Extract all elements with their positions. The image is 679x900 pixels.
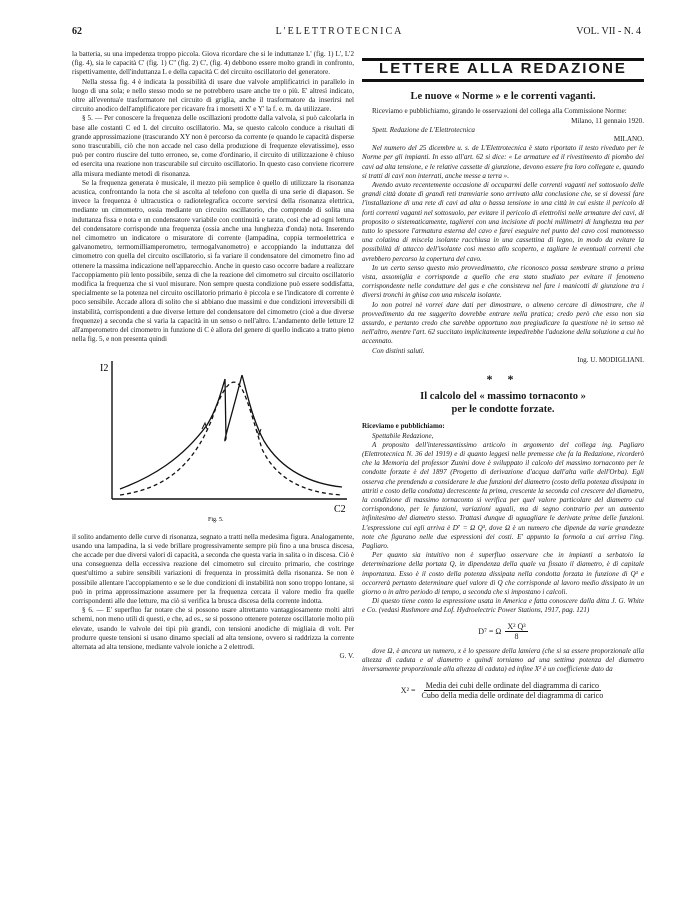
figure-5 [72, 349, 354, 529]
x-axis-label: C2 [334, 503, 346, 515]
left-signature: G. V. [339, 652, 354, 661]
journal-title: L'ELETTROTECNICA [275, 26, 404, 37]
left-paragraph: la batteria, su una impedenza troppo piccola. Giova ricordare che si le induttanze L' (fig. 1) L', L'2 (fig. 4), sia le capacità C' (fig. 1) C'' (fig. 2) C', (fig. 4) debbono essere molto grandi in confronto, rispettivamente, dell'induttanza L e della capacità C del circuito oscillatorio del generatore. [72, 50, 354, 77]
formula-d7 [362, 622, 644, 641]
dashed-resonance-curve [120, 382, 342, 495]
left-column [72, 50, 354, 661]
formula-x2 [362, 681, 644, 700]
letter-1-city: MILANO. [613, 135, 644, 144]
formula-x2-denominator: Cubo della media delle ordinate del diagramma di carico [421, 690, 604, 700]
letter-1-salutation: Spett. Redazione de L'Elettrotecnica [372, 125, 475, 134]
left-paragraph: § 6. — E' superfluo far notare che si possono usare altrettanto vantaggiosamente molti altri schemi, non meno utili di questi, e che, ad es., se si possono ottenere potenze oscillatorie molto più elevate, usando le valvole dei tipi più grandi, con tensioni anodiche di migliaia di volt. Per produrre queste tensioni si usano dinamo speciali ad alta tensione, ovvero si raddrizza la corrente alternata ad alta tensione, mediante valvole ioniche a 2 elettrodi. [72, 606, 354, 651]
solid-measured-curve [120, 375, 342, 489]
left-paragraph: il solito andamento delle curve di risonanza, segnato a tratti nella medesima figura. Analogamente, usando una lampadina, la si vede brillare progressivamente sempre più fino a una brusca discesa, che accade per due diversi valori di capacità, a seconda che questa varia in salita o in discesa. Ciò è una conseguenza della eccessiva reazione del cimometro sul circuito primario, che costringe quest'ultimo a subire sensibili variazioni di frequenza in prossimità della risonanza. Se non è possibile allentare l'accoppiamento e se le due condizioni di instabilità non sono troppo lontane, si può in prima approssimazione assumere per la frequenza cercata il valore medio fra quelle corrispondenti alle due letture, ma ciò si verifica la brusca discesa della corrente indotta. [72, 532, 354, 605]
letter-2-paragraph: Di questo tiene conto la espressione usata in America e fatta conoscere dalla ditta J. G. White e Co. (vedasi Rushmore and Lof. Hydroelectric Power Stations, 1917, pag. 121) [362, 597, 644, 615]
page-number: 62 [72, 26, 82, 37]
figure-caption: Fig. 5. [208, 516, 224, 523]
letter-2-title-line: Il calcolo del « massimo tornaconto » [420, 391, 586, 403]
formula-x2-numerator: Media dei cubi delle ordinate del diagramma di carico [425, 680, 599, 690]
section-banner-title: LETTERE ALLA REDAZIONE [379, 60, 627, 77]
letter-1-paragraph: Nel numero del 25 dicembre u. s. de L'Elettrotecnica è stato riportato il testo riveduto per le Norme per gli impianti. In esso all'art. 62 si dice: « Le armature ed il rivestimento di piombo dei cavi ad alta tensione, e le relative cassette di giunzione, devono essere fra loro collegate e, quando si tratti di cavi non interrati, anche messe a terra ». [362, 144, 644, 180]
section-divider-stars: * * [486, 372, 520, 387]
volume-number: VOL. VII - N. 4 [576, 26, 641, 37]
section-banner [362, 58, 644, 82]
letter-2-paragraph: Per quanto sia intuitivo non è superfluo osservare che in impianti a serbatoio la determinazione della portata Q, in dipendenza della quale va fissato il diametro, è di capitale importanza. Esso è il costo della potenza dissipata nella condotta forzata in funzione di Q³ e occorrerà pertanto determinare quel valore di Q che corrisponde al lavoro medio dissipato in un giorno o in altro periodo di tempo, a seconda che si impostano i calcoli. [362, 551, 644, 596]
y-axis-label: I2 [100, 362, 109, 374]
letter-2-title-line: per le condotte forzate. [451, 404, 555, 416]
resonance-curve-figure [72, 349, 354, 529]
formula-lhs: D⁷ = Ω [478, 626, 502, 636]
left-paragraph: § 5. — Per conoscere la frequenza delle oscillazioni prodotte dalla valvola, si può calcolarla in base alle costanti C ed L del circuito oscillatorio. Ma, se questo calcolo conduce a risultati di grande approssimazione (trascurando XY non è percorso da corrente (e quando le capacità disperse sono trascurabili, ciò che non accade nel caso della produzione di frequenze elevatissime), esso può per contro riuscire del tutto erroneo, se, come d'ordinario, il circuito di utilizzazione è chiuso ed esercita una reazione non trascurabile sul circuito oscillatorio. In questo caso conviene ricorrere alla misura mediante metodi di risonanza. [72, 114, 354, 178]
letter-1-title: Le nuove « Norme » e le correnti vaganti. [410, 91, 596, 103]
left-paragraph: Nella stessa fig. 4 è indicata la possibilità di usare due valvole amplificatrici in parallelo in luogo di una sola; e nello stesso modo se ne potrebbero usare anche tre o più. E' altresì indicato, oltre all'eventua'e trasformatore nel circuito di griglia, anche il trasformatore da inserirsi nel circuito anodico dell'amplificatore per ricavare fra i morsetti X' e Y' la f. e. m. da utilizzare. [72, 77, 354, 114]
letter-2-intro: Riceviamo e pubblichiamo: [362, 422, 445, 431]
formula-denominator: 8 [514, 631, 519, 641]
formula-fraction [505, 622, 527, 641]
letter-1-signature: Ing. U. MODIGLIANI. [577, 355, 644, 364]
letter-2-paragraph: A proposito dell'interessantissimo articolo in argomento del collega ing. Pagliaro (Elettrotecnica N. 36 del 1919) e di quanto leggesi nelle premesse che fa la Redazione, ricorderò che la Memoria del professor Zunini dove è sviluppato il calcolo del massimo tornaconto per le condotte forzate è del 1897 (Progetto di derivazione d'acqua dall'alta valle dell'Orba). Egli osserva che prendendo a considerare le due funzioni del diametro (costo della potenza dissipata in attriti e costo della condotta) decrescente la prima, crescente la seconda col crescere del diametro, la condizione di massimo tornaconto si verifica per quel valore particolare del diametro cui corrispondono, per le funzioni, variazioni uguali, ma di segno contrario per un aumento infinitesimo del diametro stesso. Trattasi dunque di uguagliare le derivate prime delle funzioni. L'espressione cui egli arriva è D⁷ = Ω Q³, dove Ω è un numero che dipende da varie grandezze note che figurano nelle due espressioni dei costi. E' appunto la formola a cui arriva l'ing. Pagliaro. [362, 440, 644, 550]
letter-2-title [362, 390, 644, 416]
letter-1-paragraph: Io non potrei nè vorrei dare dati per dimostrare, o almeno cercare di dimostrare, che il provvedimento da me suggerito dovrebbe entrare nella pratica; credo però che esso non sia assurdo, e pertanto credo che sarebbe opportuno non pregiudicare la questione nè in senso nè nell'altro, mentre l'art. 62 succitato implicitamente impedirebbe l'adozione della soluzione a cui ho accennato. [362, 300, 644, 346]
formula-x2-lhs: X² = [400, 685, 416, 695]
left-paragraph: Se la frequenza generata è musicale, il mezzo più semplice è quello di utilizzare la risonanza acustica, confrontando la nota che si ascolta al telefono con quella di una serie di diapason. Se invece la frequenza è ultracustica o radiotelegrafica occorre servirsi della risonanza elettrica, mediante un cimometro, ossia mediante un circuito oscillatorio, che comprende di solita una induttanza fissa e nota e un condensatore variabile con continuità e tarato, così che ad ogni lettura del condensatore corrisponde una frequenza (ossia anche una lunghezza d'onda) nota. Inserendo nel cimometro un indicatore o misuratore di corrente (lampadina, coppia termoelettrica e galvanometro, termomilliamperometro, termogalvanometro) e accoppiando la induttanza del cimometro con quella del circuito oscillatorio, si fa variare il condensatore del cimometro fino ad ottenere la massima indicazione nell'apparecchio. Anche in questo caso occorre badare a realizzare l'accoppiamento più lento possibile, senza di che la reazione del cimometro sul circuito oscillatorio modifica la frequenza che si vuol misurare. Non sempre questa condizione può essere soddisfatta, specialmente se la potenza nel circuito oscillatorio primario è piccola e se l'indicatore di corrente è poco sensibile. Accade allora di solito che si abbiano due massimi e due condizioni irreversibili di instabilità, corrispondenti a due diverse letture del condensatore del cimometro (cioè a due diverse frequenze) a seconda che si varia la capacità in un senso o nell'altro. L'andamento delle letture I2 all'amperometro del cimometro in funzione di C è allora del genere di quello indicato a tratto pieno nella fig. 5, e non presenta quindi [72, 178, 354, 344]
right-column [362, 50, 644, 706]
letter-2-salutation: Spettabile Redazione, [372, 431, 434, 440]
letter-1-intro: Riceviamo e pubblichiamo, girando le osservazioni del collega alla Commissione Norme: [372, 107, 627, 116]
letter-1-closing: Con distinti saluti. [372, 346, 425, 355]
formula-numerator: X² Q³ [507, 621, 526, 631]
page-header [0, 26, 679, 40]
letter-2-paragraph: dove Ω, è ancora un numero, x è lo spessore della lamiera (che si sa essere proporzionale alla altezza di caduta e al diametro e quindi torniamo ad una settima potenza del diametro inversamente proporzionale alla altezza di caduta) ed infine X² è un coefficiente dato da [362, 646, 644, 674]
letter-1-paragraph: Avendo avuto recentemente occasione di occuparmi delle correnti vaganti nel sottosuolo delle grandi città dotate di grandi reti tramviarie sono arrivato alla conclusione che, se si dovessi fare l'installazione di una rete di cavi ad alta o bassa tensione in una città in cui esiste il pericolo di forti correnti vaganti nel sottosuolo, per evitare il pericolo di elettrolisi nelle armature dei cavi, di proposito o sistematicamente, taglierei con una incisione di pochi millimetri di lunghezza ma per tutto lo spessore l'armatura esterna del cavo e farei eseguire nel punto del cavo così manomesso una colatina di miscela isolante racchiusa in una cassettina di legno, in modo da evitare la possibilità di attacco dell'isolante così messo allo scoperto, e tagliare le eventuali correnti che avrebbero percorso la copertura del cavo. [362, 181, 644, 263]
formula-x2-fraction [419, 681, 605, 700]
letter-1-paragraph: In un certo senso questo mio provvedimento, che riconosco possa sembrare strano a prima vista, assomiglia e corrisponde a quello che era stato studiato per evitare il fenomeno corrispondente nelle condutture del gas e che consisteva nel fare i manicotti di giunzione tra i diversi tronchi in ghisa con una miscela isolante. [362, 263, 644, 300]
letter-1-dateline: Milano, 11 gennaio 1920. [571, 116, 644, 125]
